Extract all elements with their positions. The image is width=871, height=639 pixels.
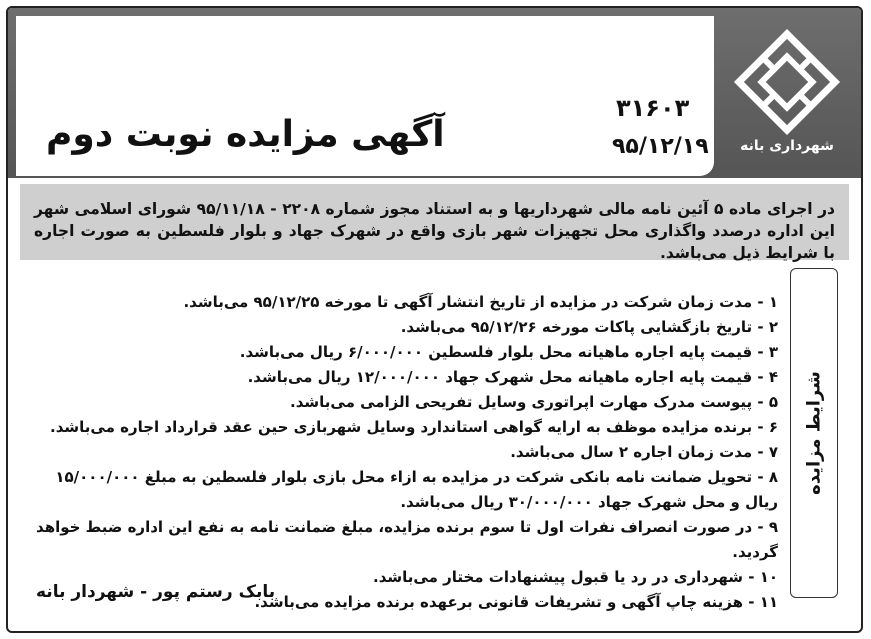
condition-item: ۵ - پیوست مدرک مهارت اپراتوری وسایل تفریحی الزامی می‌باشد. xyxy=(290,393,778,411)
conditions-list xyxy=(34,290,778,615)
condition-item: ۱۱ - هزینه چاپ آگهی و تشریفات قانونی برعهده برنده مزایده می‌باشد. xyxy=(254,593,778,611)
notice-date: ۹۵/۱۲/۱۹ xyxy=(612,134,709,159)
notice-frame xyxy=(6,6,863,633)
condition-item: ۷ - مدت زمان اجاره ۲ سال می‌باشد. xyxy=(510,443,778,461)
bane-logo-icon xyxy=(730,28,844,136)
header-panel xyxy=(16,16,714,176)
condition-item: ۹ - در صورت انصراف نفرات اول تا سوم برنده مزایده، مبلغ ضمانت نامه به نفع این اداره ضبط خواهد گردید. xyxy=(36,518,778,561)
intro-paragraph: در اجرای ماده ۵ آئین نامه مالی شهرداریها و به استناد مجوز شماره ۲۲۰۸ - ۹۵/۱۱/۱۸ شورای اسلامی شهر این اداره درصدد واگذاری محل تجهیزات شهر بازی واقع در شهرک جهاد و بلوار فلسطین به صورت اجاره با شرایط ذیل می‌باشد. xyxy=(20,184,849,260)
conditions-side-label xyxy=(790,268,838,598)
registration-number: ۳۱۶۰۳ xyxy=(616,94,690,122)
side-label-text: شرایط مزایده xyxy=(803,371,825,495)
condition-item: ۳ - قیمت پایه اجاره ماهیانه محل بلوار فلسطین ۶/۰۰۰/۰۰۰ ریال می‌باشد. xyxy=(239,343,778,361)
condition-item: ۸ - تحویل ضمانت نامه بانکی شرکت در مزایده به ازاء محل بازی بلوار فلسطین به مبلغ ۱۵/۰۰۰/۰۰۰ ریال و محل شهرک جهاد ۳۰/۰۰۰/۰۰۰ ریال می‌باشد. xyxy=(55,468,778,511)
condition-item: ۴ - قیمت پایه اجاره ماهیانه محل شهرک جهاد ۱۲/۰۰۰/۰۰۰ ریال می‌باشد. xyxy=(247,368,778,386)
condition-item: ۲ - تاریخ بازگشایی پاکات مورخه ۹۵/۱۲/۲۶ می‌باشد. xyxy=(400,318,778,336)
logo-caption: شهرداری بانه xyxy=(740,138,834,154)
notice-title: آگهی مزایده نوبت دوم xyxy=(46,114,445,155)
signature: بابک رستم پور - شهردار بانه xyxy=(36,582,276,602)
condition-item: ۱۰ - شهرداری در رد یا قبول پیشنهادات مختار می‌باشد. xyxy=(373,568,778,586)
condition-item: ۱ - مدت زمان شرکت در مزایده از تاریخ انتشار آگهی تا مورخه ۹۵/۱۲/۲۵ می‌باشد. xyxy=(183,293,778,311)
notice-header xyxy=(8,8,861,178)
condition-item: ۶ - برنده مزایده موظف به ارایه گواهی استاندارد وسایل شهربازی حین عقد قرارداد اجاره می‌باشد. xyxy=(50,418,778,436)
municipality-logo xyxy=(722,18,852,170)
